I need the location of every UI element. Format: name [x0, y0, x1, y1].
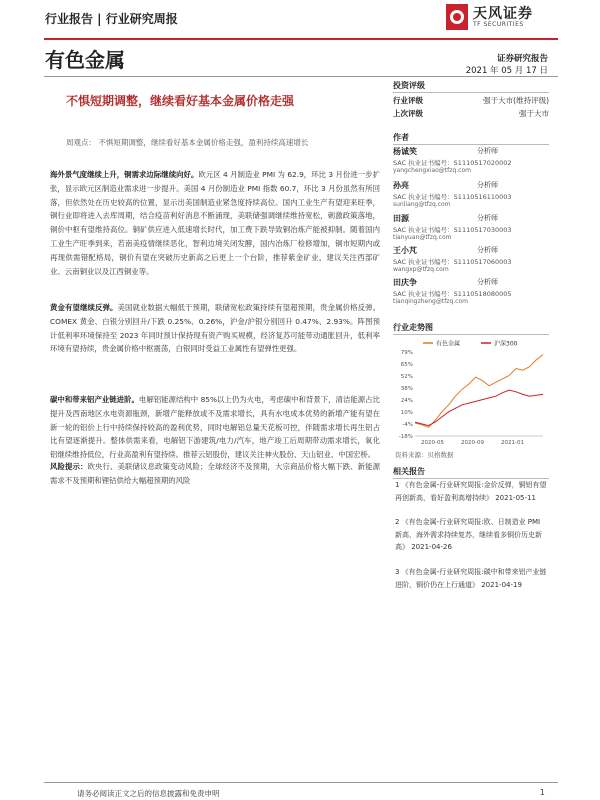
paragraph-copper	[50, 168, 380, 278]
x-tick-label: 2020-05	[421, 440, 444, 446]
report-date: 2021 年 05 月 17 日	[465, 66, 548, 76]
related-heading: 相关报告	[393, 467, 425, 476]
disclaimer-footer: 请务必阅读正文之后的信息披露和免责申明	[77, 789, 220, 798]
paragraph-lead: 风险提示：	[50, 462, 88, 471]
analyst-sac: SAC 执业证书编号：S1110518080005	[393, 290, 512, 298]
rating-heading: 投资评级	[393, 81, 425, 90]
paragraph-text: 欧元区 4 月制造业 PMI 为 62.9，环比 3 月份进一步扩张，显示欧元区制造业需求进一步提升。美国 4 月份制造业 PMI 指数 60.7，环比 3 月份虽然有所回落，但依然处在历史较高的位置，显示出美国制造业紧急度持续高位。国内工业生产有望迎来旺季，铜行业即将进入去库周期，结合疫苗利好消息不断涌现，美联储强调继续维持宽松，刺激政策落地，铜价中枢有望维持高位。铜矿供应进入低速增长时代，加工费下跌导致铜冶炼产能被抑制。随着国内工业生产旺季到来，若南美疫情继续恶化，智利边境关闭发酵，国内冶炼厂检修增加，铜市短期内或再现供需错配格局，铜价有望在突破历史新高之后更上一个台阶，推荐紫金矿业，建议关注西部矿业、云南铜业以及江西铜业等。	[50, 170, 380, 276]
y-tick-label: 79%	[400, 350, 413, 356]
rating-value: 强于大市(维持评级)	[483, 96, 549, 105]
related-report[interactable]: 3 《有色金属-行业研究周报:碳中和带来铝产业链进阶，铜价仍在上行通道》 2021-04-19	[395, 568, 547, 589]
analyst-email[interactable]: wangxp@tfzq.com	[393, 266, 449, 273]
analyst-sac: SAC 执业证书编号：S1110516110003	[393, 193, 512, 201]
rating-key: 上次评级	[393, 109, 423, 118]
analyst-name: 田庆争	[393, 278, 417, 287]
analyst-card	[393, 180, 549, 208]
analyst-title: 分析师	[477, 278, 498, 286]
title-divider	[44, 76, 558, 77]
series-line	[415, 355, 543, 428]
footer-divider	[44, 782, 558, 783]
analyst-sac: SAC 执业证书编号：S1110517020002	[393, 159, 512, 167]
paragraph-text: 电解铝能源结构中 85%以上仍为火电，考虑碳中和背景下，清洁能源占比提升及西南地区水电资源瓶颈，新增产能释放或不及需求增长，具有水电成本优势的新增产能有望在新一轮的铝价上行中持续保持较高的盈利优势，同时电解铝总量天花板可控，伴随需求增长再生铝占比有望逐渐提升。整体供需来看，电解铝下游建筑/电力/汽车，地产竣工后周期带动需求增长，氧化铝继续维持低位，行业高盈利有望持续。推荐云铝股份，建议关注神火股份、天山铝业、中国宏桥。	[50, 395, 380, 460]
logo-subtext: TF SECURITIES	[473, 21, 524, 28]
analysts-heading: 作者	[393, 133, 409, 142]
logo-text: 天风证券	[473, 6, 533, 22]
paragraph-lead: 海外景气度继续上升，铜需求边际继续向好。	[50, 170, 199, 179]
rating-divider	[393, 92, 549, 93]
trend-heading: 行业走势图	[393, 323, 433, 332]
paragraph-aluminum	[50, 393, 380, 462]
page-title: 有色金属	[45, 48, 125, 72]
rating-value: 强于大市	[519, 109, 549, 118]
related-report[interactable]: 2 《有色金属-行业研究周报:欧、日制造业 PMI 新高，海外需求持续复苏，继续看多铜价历史新高》 2021-04-26	[395, 518, 542, 551]
paragraph-text: 美国就业数据大幅低于预期，联储宽松政策持续有望超预期，贵金属价格反弹。COMEX 黄金、白银分别回升/下跌 0.25%、0.26%，沪金/沪银分别回升 0.47%、2.93%。阵图预计低利率环境保持至 2023 年同时预计保持现有资产购买规模，经济复苏可能带动通胀回升，低利率环境有望持续，贵金属价格中枢震荡，白银同时受益工业属性有望弹性更强。	[50, 303, 380, 354]
paragraph-gold	[50, 301, 380, 356]
legend-label: 有色金属	[436, 340, 461, 348]
summary: 周观点： 不惧短期调整，继续看好基本金属价格走强，盈利持续高速增长	[66, 138, 309, 147]
analyst-sac: SAC 执业证书编号：S1110517030003	[393, 226, 512, 234]
legend-label: 沪深300	[494, 340, 518, 348]
paragraph-lead: 黄金有望继续反弹。	[50, 303, 118, 312]
analyst-title: 分析师	[477, 181, 498, 189]
report-subtitle: 不惧短期调整，继续看好基本金属价格走强	[66, 94, 295, 108]
related-report[interactable]: 1 《有色金属-行业研究周报:金价反弹，铜铝有望再创新高，看好盈利高增持续》 2021-05-11	[395, 481, 547, 502]
analyst-email[interactable]: sunliang@tfzq.com	[393, 201, 451, 208]
x-tick-label: 2020-09	[461, 440, 484, 446]
chart-source: 资料来源：贝格数据	[395, 451, 454, 459]
x-tick-label: 2021-01	[501, 440, 524, 446]
analyst-email[interactable]: tianyuan@tfzq.com	[393, 234, 452, 241]
y-tick-label: 10%	[400, 410, 413, 416]
y-tick-label: 65%	[400, 362, 413, 368]
industry-trend-chart	[393, 338, 551, 450]
analyst-email[interactable]: tianqingzheng@tfzq.com	[393, 298, 468, 305]
analyst-card	[393, 213, 549, 241]
y-tick-label: -4%	[402, 422, 413, 428]
paragraph-text: 欧央行、美联储议息政策变动风险；全球经济不及预期，大宗商品价格大幅下跌、新能源需求不及预期和锂钴供给大幅超预期的风险	[50, 462, 380, 485]
analyst-card	[393, 277, 549, 305]
header-divider	[44, 38, 558, 40]
analysts-divider	[393, 144, 549, 145]
report-category: 行业报告 | 行业研究周报	[45, 12, 178, 26]
series-line	[415, 390, 543, 426]
y-tick-label: 38%	[400, 386, 413, 392]
rating-row	[393, 108, 549, 119]
rating-key: 行业评级	[393, 96, 423, 105]
y-tick-label: -18%	[398, 434, 413, 440]
analyst-card	[393, 146, 549, 174]
analyst-title: 分析师	[477, 214, 498, 222]
analyst-name: 田源	[393, 214, 409, 223]
analyst-card	[393, 245, 549, 273]
analyst-email[interactable]: yangchengxiao@tfzq.com	[393, 167, 471, 174]
trend-divider	[393, 334, 549, 335]
analyst-title: 分析师	[477, 246, 498, 254]
paragraph-lead: 碳中和带来铝产业链进阶。	[50, 395, 139, 404]
paragraph-risk	[50, 460, 380, 488]
analyst-title: 分析师	[477, 147, 498, 155]
report-type: 证券研究报告	[496, 54, 548, 64]
analyst-name: 孙亮	[393, 181, 409, 190]
analyst-sac: SAC 执业证书编号：S1110517060003	[393, 258, 512, 266]
analyst-name: 杨诚笑	[393, 147, 417, 156]
analyst-name: 王小芃	[393, 246, 417, 255]
y-tick-label: 52%	[400, 374, 413, 380]
rating-row	[393, 95, 549, 106]
page-number: 1	[540, 788, 545, 797]
y-tick-label: 24%	[400, 398, 413, 404]
